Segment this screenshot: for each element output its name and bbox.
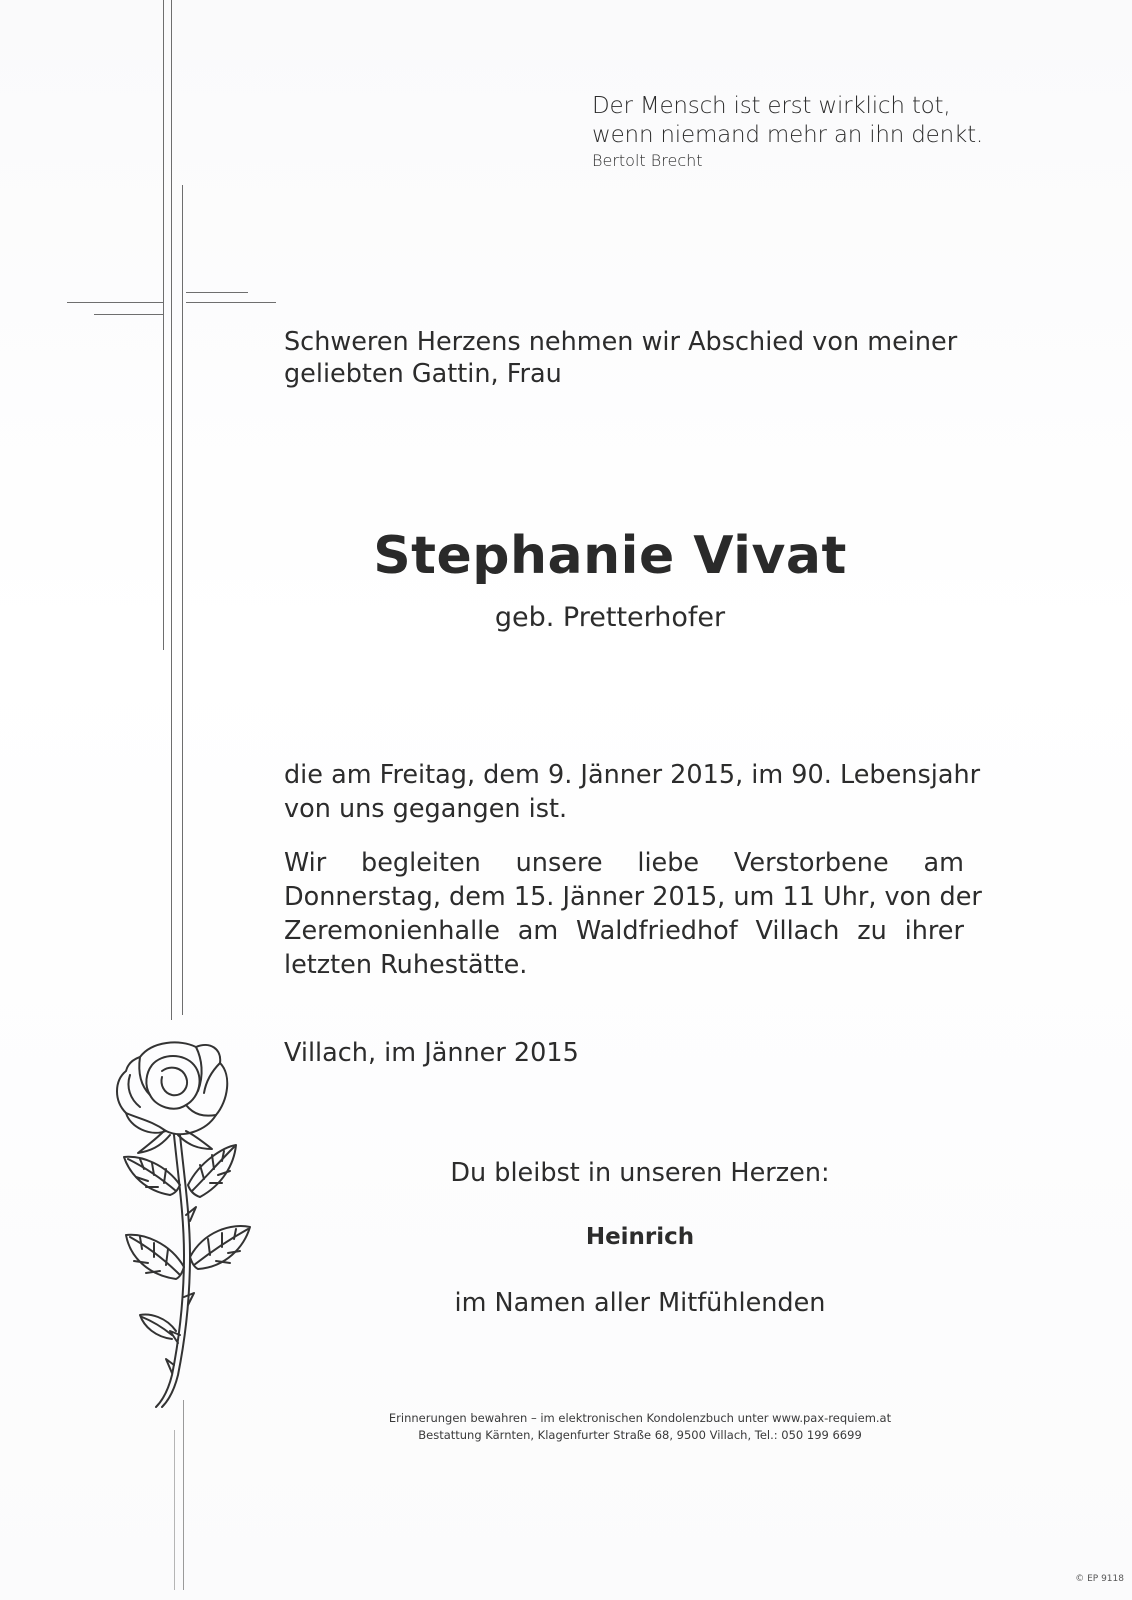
funeral-line [284, 846, 964, 880]
word: ihrer [904, 916, 964, 946]
intro-line: geliebten Gattin, Frau [284, 359, 562, 389]
word: Zeremonienhalle [284, 916, 500, 946]
signer-name: Heinrich [585, 1224, 695, 1250]
word: am [517, 916, 559, 946]
word: zu [857, 916, 887, 946]
place-date-text: Villach, im Jänner 2015 [284, 1038, 579, 1068]
death-notice [284, 758, 984, 826]
word: Villach [755, 916, 840, 946]
maiden-name: geb. Pretterhofer [494, 602, 726, 633]
footer-line: Bestattung Kärnten, Klagenfurter Straße 68, 9500 Villach, Tel.: 050 199 6699 [418, 1428, 862, 1442]
word: Wir [284, 848, 327, 878]
funeral-line: Donnerstag, dem 15. Jänner 2015, um 11 Uhr, von der [284, 882, 982, 912]
epigraph-quote [592, 92, 1012, 172]
deceased-name: Stephanie Vivat [373, 526, 847, 586]
on-behalf-line: im Namen aller Mitfühlenden [454, 1288, 826, 1318]
word: unsere [515, 848, 603, 878]
quote-author: Bertolt Brecht [592, 151, 703, 170]
intro-line: Schweren Herzens nehmen wir Abschied von meiner [284, 327, 958, 357]
funeral-line: letzten Ruhestätte. [284, 950, 528, 980]
product-code: © EP 9118 [1075, 1574, 1124, 1584]
word: am [923, 848, 964, 878]
intro-text [284, 326, 1004, 390]
death-notice-line: von uns gegangen ist. [284, 794, 568, 824]
closing-line: Du bleibst in unseren Herzen: [450, 1158, 830, 1188]
rose-icon [100, 1035, 280, 1415]
funeral-info [284, 846, 982, 982]
word: begleiten [361, 848, 481, 878]
quote-line: Der Mensch ist erst wirklich tot, [592, 93, 951, 119]
word: Waldfriedhof [576, 916, 738, 946]
word: liebe [637, 848, 700, 878]
word: Verstorbene [733, 848, 889, 878]
footer-line: Erinnerungen bewahren – im elektronischen Kondolenzbuch unter www.pax-requiem.at [388, 1411, 892, 1425]
funeral-line [284, 914, 964, 948]
footer [330, 1410, 950, 1444]
death-notice-line: die am Freitag, dem 9. Jänner 2015, im 90. Lebensjahr [284, 760, 981, 790]
place-date [284, 1036, 984, 1070]
quote-line: wenn niemand mehr an ihn denkt. [592, 122, 984, 148]
